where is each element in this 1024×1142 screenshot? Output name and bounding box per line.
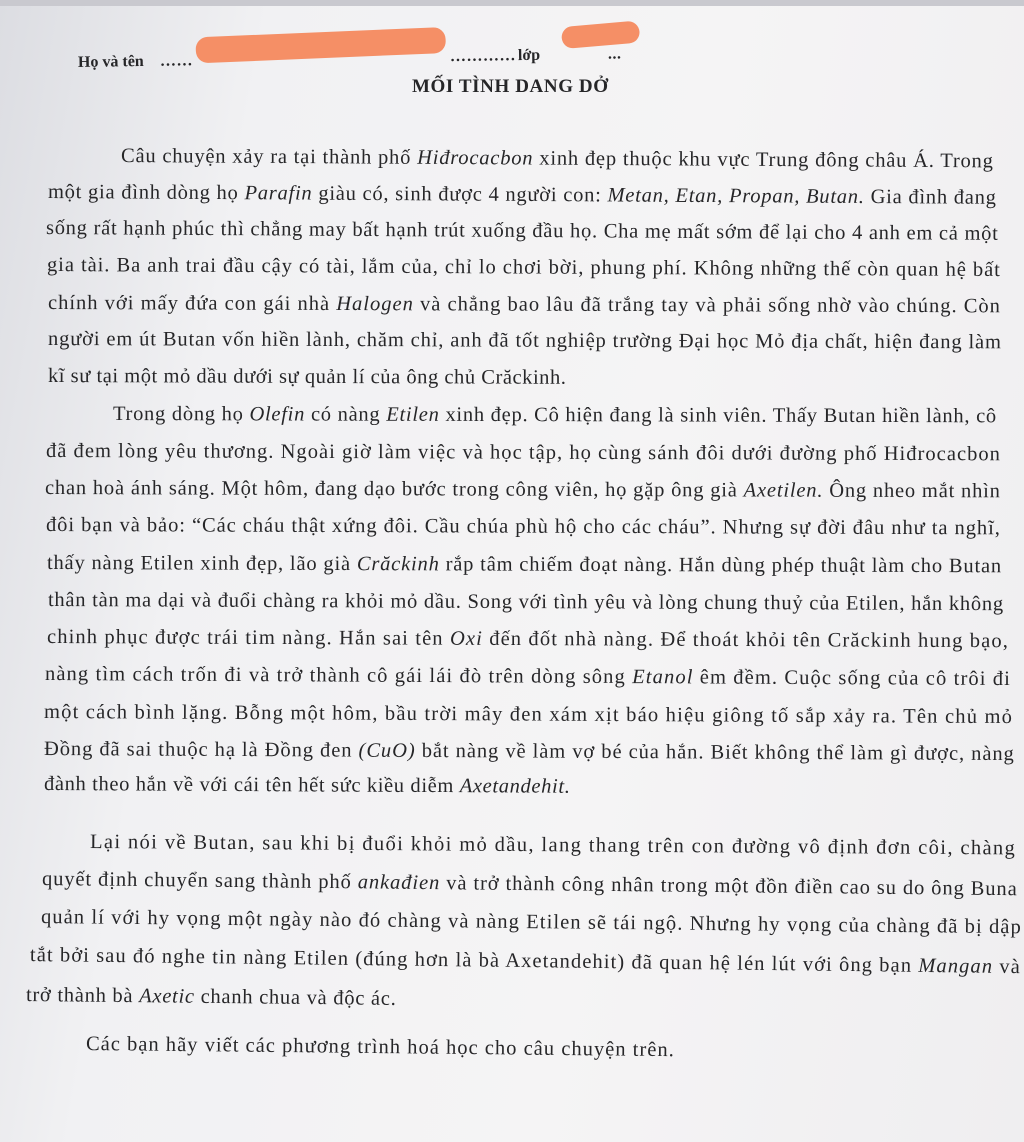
class-dots: ...	[607, 45, 622, 63]
class-redaction	[561, 20, 641, 49]
text-line	[30, 944, 1021, 979]
italic-term: Halogen	[336, 293, 414, 316]
italic-term: Axetilen.	[743, 479, 824, 502]
text-run: giàu có, sinh được 4 người con:	[312, 182, 608, 207]
text-line	[48, 181, 997, 210]
text-run: thấy nàng Etilen xinh đẹp, lão già	[46, 552, 357, 576]
text-run: xinh đẹp. Cô hiện đang là sinh viên. Thấy Butan hiền lành, cô	[439, 403, 997, 428]
italic-term: Axetic	[139, 985, 195, 1008]
name-dots-left: ……	[159, 52, 194, 70]
text-line	[48, 365, 567, 390]
text-run: đôi bạn và bảo: “Các cháu thật xứng đôi. Cầu chúa phù hộ cho các cháu”. Nhưng sự đời đâu như ta nghĩ,	[45, 514, 1001, 540]
text-run: sống rất hạnh phúc thì chẳng may bất hạnh trút xuống đầu họ. Cha mẹ mất sớm để lại cho 4 anh em cả một	[45, 217, 999, 245]
text-run: có nàng	[305, 403, 387, 426]
name-label: Họ và tên	[77, 52, 144, 71]
text-line	[46, 217, 999, 246]
text-run: thân tàn ma dại và đuổi chàng ra khỏi mỏ dầu. Song với tình yêu và lòng chung thuỷ của Etilen, hắn không	[47, 589, 1004, 616]
text-run: chinh phục được trái tim nàng. Hắn sai tên	[46, 626, 451, 650]
class-label: lớp	[517, 46, 541, 65]
text-run: Ông nheo mắt nhìn	[823, 479, 1001, 503]
text-run: nàng tìm cách trốn đi và trở thành cô gái lái đò trên dòng sông	[44, 663, 633, 689]
text-run: xinh đẹp thuộc khu vực Trung đông châu Á. Trong	[533, 147, 994, 173]
text-line	[48, 589, 1004, 616]
text-line	[86, 1033, 675, 1062]
text-run: êm đềm. Cuộc sống của cô trôi đi	[693, 666, 1012, 691]
text-line	[44, 738, 1015, 766]
italic-term: Crăckinh	[356, 553, 440, 576]
italic-term: Etilen	[386, 403, 440, 426]
text-line	[45, 477, 1001, 503]
text-run: và chẳng bao lâu đã trắng tay và phải sống nhờ vào chúng. Còn	[413, 293, 1001, 318]
name-redaction	[195, 27, 446, 63]
text-run: chính với mấy đứa con gái nhà	[47, 292, 337, 316]
text-line	[26, 984, 397, 1011]
text-run: một gia đình dòng họ	[47, 181, 245, 205]
text-line	[47, 552, 1002, 578]
name-dots-right: …………	[449, 47, 517, 66]
italic-term: Parafin	[244, 182, 313, 205]
text-line	[47, 626, 1009, 653]
page-top-edge	[0, 0, 1024, 6]
italic-term: Oxi	[449, 627, 484, 650]
text-run: bắt nàng về làm vợ bé của hắn. Biết không thể làm gì được, nàng	[415, 739, 1015, 766]
italic-term: Hiđrocacbon	[417, 146, 534, 170]
text-line	[121, 145, 994, 173]
text-run: Gia đình đang	[864, 185, 997, 209]
text-run: trở thành bà	[25, 984, 140, 1008]
text-run: kĩ sư tại một mỏ dầu dưới sự quản lí của ông chủ Crăckinh.	[47, 365, 567, 389]
page-title: MỐI TÌNH DANG DỞ	[412, 76, 609, 97]
text-run: quyết định chuyển sang thành phố	[41, 868, 358, 894]
text-run: và trở thành công nhân trong một đồn điền cao su do ông Buna	[440, 872, 1018, 901]
text-line	[48, 328, 1002, 354]
text-run: đã đem lòng yêu thương. Ngoài giờ làm việc và học tập, họ cùng sánh đôi dưới đường phố Hiđrocacbon	[45, 440, 1001, 466]
text-run: Lại nói về Butan, sau khi bị đuổi khỏi mỏ dầu, lang thang trên con đường vô định đơn côi, chàng	[89, 831, 1017, 860]
text-run: quản lí với hy vọng một ngày nào đó chàng và nàng Etilen sẽ tái ngộ. Nhưng hy vọng của chàng đã bị dập	[40, 906, 1022, 939]
text-run: một cách bình lặng. Bỗng một hôm, bầu trời mây đen xám xịt báo hiệu giông tố sắp xảy ra. Tên chủ mỏ	[43, 701, 1014, 729]
text-line	[113, 403, 997, 428]
text-run: tắt bởi sau đó nghe tin nàng Etilen (đúng hơn là bà Axetandehit) đã quan hệ lén lút với ông bạn	[29, 944, 919, 977]
text-line	[41, 906, 1022, 939]
text-run: đành theo hắn về với cái tên hết sức kiều diễm	[43, 773, 460, 798]
italic-term: Olefin	[249, 403, 306, 426]
text-run: Đồng đã sai thuộc hạ là Đồng đen	[43, 738, 359, 762]
text-run: rắp tâm chiếm đoạt nàng. Hắn dùng phép thuật làm cho Butan	[439, 553, 1003, 578]
text-run: và	[993, 955, 1021, 979]
italic-term: Mangan	[918, 954, 994, 978]
text-line	[44, 701, 1013, 729]
text-line	[46, 440, 1001, 466]
text-run: người em út Butan vốn hiền lành, chăm chỉ, anh đã tốt nghiệp trường Đại học Mỏ địa chất, hiện đang làm	[47, 328, 1002, 354]
text-line	[46, 514, 1001, 540]
text-run: chan hoà ánh sáng. Một hôm, đang dạo bước trong công viên, họ gặp ông già	[44, 477, 744, 502]
text-run: Câu chuyện xảy ra tại thành phố	[120, 145, 418, 169]
italic-term: Etanol	[632, 666, 694, 689]
italic-term: Metan, Etan, Propan, Butan.	[607, 184, 865, 208]
italic-term: ankađien	[357, 871, 441, 895]
italic-term: Axetandehit.	[459, 775, 571, 798]
text-line	[44, 773, 571, 799]
text-line	[45, 663, 1011, 691]
text-line	[42, 868, 1018, 901]
text-run: đến đốt nhà nàng. Để thoát khỏi tên Crăckinh hung bạo,	[482, 627, 1010, 653]
text-run: Các bạn hãy viết các phương trình hoá học cho câu chuyện trên.	[85, 1033, 675, 1062]
student-info-header	[78, 41, 678, 78]
text-line	[48, 292, 1001, 318]
text-run: chanh chua và độc ác.	[194, 985, 397, 1010]
text-run: gia tài. Ba anh trai đầu cậy có tài, lắm của, chỉ lo chơi bời, phung phí. Không những thế còn quan hệ bất	[46, 254, 1001, 281]
text-line	[90, 831, 1016, 860]
italic-term: (CuO)	[358, 739, 416, 762]
text-run: Trong dòng họ	[112, 403, 250, 426]
text-line	[47, 254, 1001, 282]
